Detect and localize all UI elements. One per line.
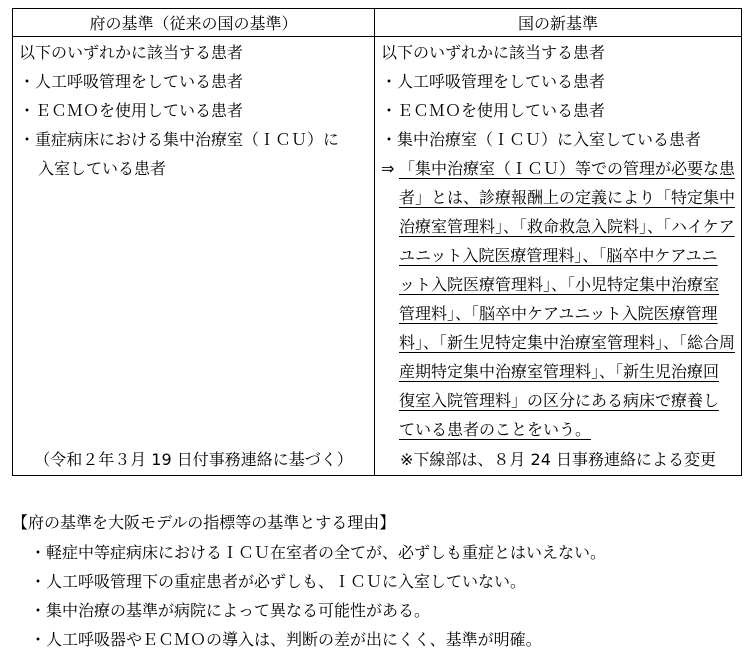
definition-line: ている患者のことをいう。 <box>399 420 592 439</box>
definition-line: 産期特定集中治療室管理料」、「新生児治療回 <box>399 362 720 381</box>
definition-line: 「集中治療室（ＩＣＵ）等での管理が必要な患 <box>399 159 736 178</box>
left-item-icu-line1: ・重症病床における集中治療室（ＩＣＵ）に <box>19 130 340 149</box>
table-header-row <box>13 9 742 37</box>
right-item-ventilator: ・人工呼吸管理をしている患者 <box>381 72 606 91</box>
prefecture-criteria-cell <box>13 37 375 476</box>
icu-definition-text <box>399 154 735 444</box>
reason-list <box>12 538 742 654</box>
reason-item: ・軽症中等症病床におけるＩＣＵ在室者の全てが、必ずしも重症とはいえない。 <box>30 543 607 562</box>
definition-line: 料」、「新生児特定集中治療室管理料」、「総合周 <box>399 333 736 352</box>
icu-definition <box>381 154 735 444</box>
definition-line: 管理料」、「脳卒中ケアユニット入院医療管理 <box>399 304 718 323</box>
header-national-new-criteria: 国の新基準 <box>375 9 742 37</box>
arrow-icon: ⇒ <box>381 159 395 178</box>
header-prefecture-criteria: 府の基準（従来の国の基準） <box>13 9 375 37</box>
definition-line: 治療室管理料」、「救命救急入院料」、「ハイケア <box>399 217 735 236</box>
right-change-note: ※下線部は、８月 24 日事務連絡による変更 <box>400 450 716 469</box>
left-item-ecmo: ・ＥＣＭＯを使用している患者 <box>19 101 244 120</box>
right-item-ecmo: ・ＥＣＭＯを使用している患者 <box>381 101 606 120</box>
table-body-row <box>13 37 742 476</box>
national-criteria-cell <box>375 37 742 476</box>
left-item-ventilator: ・人工呼吸管理をしている患者 <box>19 72 244 91</box>
definition-line: 者」とは、診療報酬上の定義により「特定集中 <box>399 188 736 207</box>
definition-line: 復室入院管理料」の区分にある病床で療養し <box>399 391 720 410</box>
left-source-note: （令和２年３月 19 日付事務連絡に基づく） <box>34 450 353 469</box>
left-item-icu-line2: 入室している患者 <box>38 159 167 178</box>
definition-line: ット入院医療管理料」、「小児特定集中治療室 <box>399 275 720 294</box>
reason-item: ・人工呼吸管理下の重症患者が必ずしも、ＩＣＵに入室していない。 <box>30 572 527 591</box>
reason-section <box>12 508 742 654</box>
right-item-icu: ・集中治療室（ＩＣＵ）に入室している患者 <box>381 130 702 149</box>
left-intro: 以下のいずれかに該当する患者 <box>19 43 244 62</box>
reason-item: ・集中治療の基準が病院によって異なる可能性がある。 <box>30 601 431 620</box>
right-intro: 以下のいずれかに該当する患者 <box>381 43 606 62</box>
reason-heading: 【府の基準を大阪モデルの指標等の基準とする理由】 <box>12 513 396 532</box>
criteria-comparison-table <box>12 8 742 476</box>
definition-line: ユニット入院医療管理料」、「脳卒中ケアユニ <box>399 246 718 265</box>
reason-item: ・人工呼吸器やＥＣＭＯの導入は、判断の差が出にくく、基準が明確。 <box>30 630 542 649</box>
